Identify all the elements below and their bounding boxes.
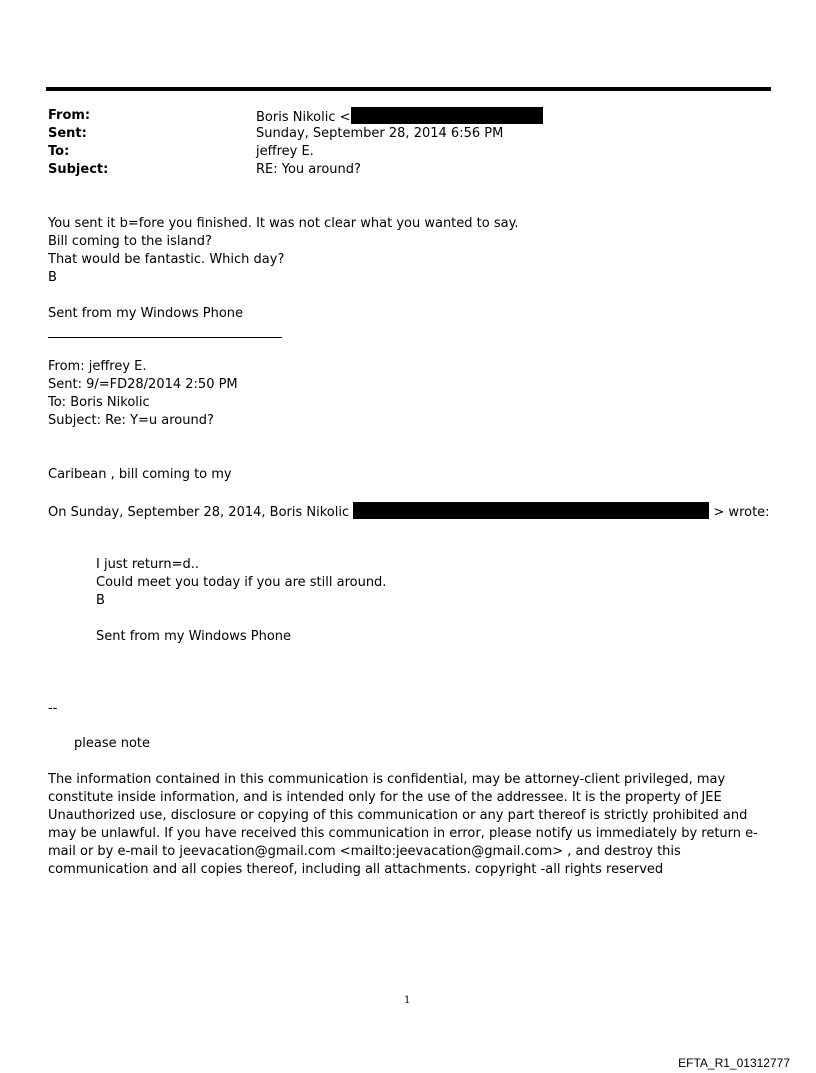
nested-signature: Sent from my Windows Phone [96, 629, 292, 644]
body-line: That would be fantastic. Which day? [48, 252, 285, 267]
quoted-to: To: Boris Nikolic [48, 395, 150, 410]
subject-value: RE: You around? [256, 162, 361, 177]
attribution-suffix: > wrote: [713, 505, 770, 520]
nested-line: B [96, 593, 105, 608]
quote-separator [48, 337, 282, 338]
from-label: From: [48, 108, 91, 123]
quoted-subject: Subject: Re: Y=u around? [48, 413, 214, 428]
quoted-attribution [48, 502, 770, 522]
header-rule [46, 87, 771, 91]
signature-dashes: -- [48, 701, 58, 716]
quoted-from: From: jeffrey E. [48, 359, 147, 374]
from-name: Boris Nikolic < [256, 110, 351, 125]
sent-label: Sent: [48, 126, 87, 141]
body-line: You sent it b=fore you finished. It was not clear what you wanted to say. [48, 216, 519, 231]
redaction-box [353, 502, 709, 519]
from-value [256, 107, 543, 127]
body-line: B [48, 270, 57, 285]
redaction-box [351, 107, 543, 124]
body-line: Bill coming to the island? [48, 234, 212, 249]
bates-number: EFTA_R1_01312777 [678, 1056, 790, 1070]
nested-line: Could meet you today if you are still around. [96, 575, 387, 590]
disclaimer-text: The information contained in this communication is confidential, may be attorney-client privileged, may constitute inside information, and is intended only for the use of the addressee. It is the property of JEE Unauthorized use, disclosure or copying of this communication or any part thereof is strictly prohibited and may be unlawful. If you have received this communication in error, please notify us immediately by return e-mail or by e-mail to jeevacation@gmail.com <mailto:jeevacation@gmail.com> , and destroy this communication and all copies thereof, including all attachments. copyright -all rights reserved [48, 772, 758, 877]
sent-value: Sunday, September 28, 2014 6:56 PM [256, 126, 504, 141]
page-number: 1 [404, 995, 411, 1006]
subject-label: Subject: [48, 162, 109, 177]
nested-line: I just return=d.. [96, 557, 199, 572]
to-value: jeffrey E. [256, 144, 314, 159]
quoted-body-line: Caribean , bill coming to my [48, 467, 232, 482]
quoted-sent: Sent: 9/=FD28/2014 2:50 PM [48, 377, 238, 392]
please-note: please note [74, 736, 151, 751]
to-label: To: [48, 144, 70, 159]
body-signature: Sent from my Windows Phone [48, 306, 244, 321]
attribution-prefix: On Sunday, September 28, 2014, Boris Nikolic [48, 505, 350, 520]
